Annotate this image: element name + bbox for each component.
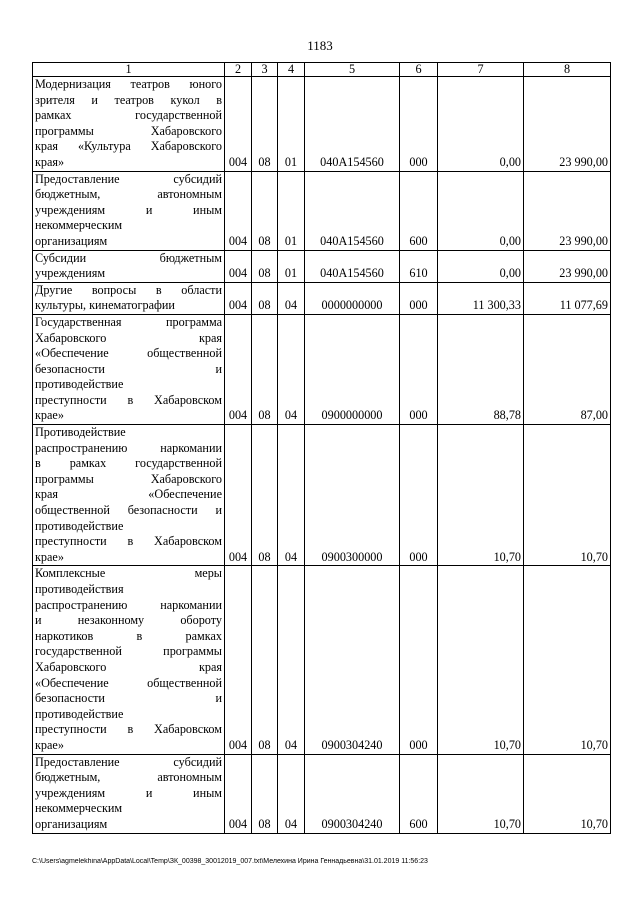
row-name-line: распространению наркомании	[35, 597, 222, 612]
row-name-line: программы Хабаровского	[35, 123, 222, 138]
row-name-line: «Обеспечение общественной	[35, 346, 222, 361]
row-target-article: 0900000000	[305, 314, 400, 424]
row-name-line: Модернизация театров юного	[35, 77, 222, 91]
row-name-line: Комплексные меры	[35, 566, 222, 581]
row-name-line: государственной программы	[35, 644, 222, 659]
table-body	[33, 77, 611, 834]
row-name-line: Хабаровского края	[35, 659, 222, 674]
row-admin-code: 004	[225, 171, 252, 250]
row-expense-type: 610	[400, 250, 438, 282]
row-section-code: 08	[252, 171, 278, 250]
row-name-cell	[33, 171, 225, 250]
row-amount-col7: 10,70	[438, 754, 524, 833]
row-expense-type: 600	[400, 171, 438, 250]
row-name-line: некоммерческим	[35, 801, 123, 816]
row-target-article: 040А154560	[305, 171, 400, 250]
row-name-line: преступности в Хабаровском	[35, 722, 222, 737]
row-expense-type: 000	[400, 314, 438, 424]
row-name-line: рамках государственной	[35, 108, 222, 123]
row-expense-type: 600	[400, 754, 438, 833]
row-amount-col7: 11 300,33	[438, 282, 524, 314]
row-name-cell	[33, 282, 225, 314]
row-target-article: 0900304240	[305, 754, 400, 833]
row-name-line: бюджетным, автономным	[35, 187, 222, 202]
row-admin-code: 004	[225, 314, 252, 424]
row-target-article: 040А154560	[305, 250, 400, 282]
row-admin-code: 004	[225, 754, 252, 833]
row-name-line: некоммерческим	[35, 218, 123, 233]
header-row	[33, 63, 611, 77]
row-name-line: общественной безопасности и	[35, 503, 222, 518]
row-expense-type: 000	[400, 77, 438, 172]
row-admin-code: 004	[225, 425, 252, 566]
row-amount-col7: 0,00	[438, 77, 524, 172]
row-subsection-code: 01	[278, 77, 305, 172]
row-target-article: 0900300000	[305, 425, 400, 566]
header-cell-3: 3	[252, 63, 278, 77]
row-admin-code: 004	[225, 282, 252, 314]
row-name-cell	[33, 314, 225, 424]
row-name-line: программы Хабаровского	[35, 471, 222, 486]
row-name-line: противодействие	[35, 706, 124, 721]
row-target-article: 0000000000	[305, 282, 400, 314]
row-name-line: организациям	[35, 233, 108, 248]
row-name-line: крае»	[35, 549, 64, 564]
row-subsection-code: 04	[278, 282, 305, 314]
row-expense-type: 000	[400, 425, 438, 566]
row-name-line: Государственная программа	[35, 314, 222, 329]
table-row	[33, 250, 611, 282]
header-cell-1: 1	[33, 63, 225, 77]
row-name-cell	[33, 77, 225, 172]
row-name-line: преступности в Хабаровском	[35, 534, 222, 549]
row-name-line: края»	[35, 154, 65, 169]
row-section-code: 08	[252, 425, 278, 566]
row-name-line: «Обеспечение общественной	[35, 675, 222, 690]
row-admin-code: 004	[225, 250, 252, 282]
row-name-line: бюджетным, автономным	[35, 770, 222, 785]
row-name-line: противодействия	[35, 582, 124, 596]
row-amount-col8: 23 990,00	[524, 77, 611, 172]
row-subsection-code: 04	[278, 754, 305, 833]
row-name-line: распространению наркомании	[35, 440, 222, 455]
row-section-code: 08	[252, 250, 278, 282]
row-amount-col8: 23 990,00	[524, 171, 611, 250]
row-name-line: культуры, кинематографии	[35, 298, 175, 313]
row-amount-col7: 88,78	[438, 314, 524, 424]
row-section-code: 08	[252, 314, 278, 424]
row-name-line: учреждениям и иным	[35, 202, 222, 217]
row-subsection-code: 04	[278, 566, 305, 754]
table-row	[33, 282, 611, 314]
row-name-line: Предоставление субсидий	[35, 171, 222, 186]
row-subsection-code: 01	[278, 171, 305, 250]
table-row	[33, 314, 611, 424]
table-row	[33, 566, 611, 754]
header-cell-5: 5	[305, 63, 400, 77]
row-admin-code: 004	[225, 566, 252, 754]
row-section-code: 08	[252, 754, 278, 833]
row-amount-col8: 11 077,69	[524, 282, 611, 314]
row-name-line: края «Обеспечение	[35, 487, 222, 502]
row-name-line: крае»	[35, 737, 64, 752]
row-name-line: зрителя и театров кукол в	[35, 92, 222, 107]
row-subsection-code: 01	[278, 250, 305, 282]
row-expense-type: 000	[400, 566, 438, 754]
file-path-footer: C:\Users\agmelekhina\AppData\Local\Temp\ЗК_00398_30012019_007.txt\Мелехина Ирина Геннадьевна\31.01.2019 11:56:23	[32, 858, 428, 865]
row-name-line: крае»	[35, 408, 64, 423]
row-amount-col8: 10,70	[524, 425, 611, 566]
row-name-line: Предоставление субсидий	[35, 754, 222, 769]
row-name-line: противодействие	[35, 518, 124, 533]
row-section-code: 08	[252, 282, 278, 314]
row-name-line: безопасности и	[35, 691, 222, 706]
row-amount-col7: 10,70	[438, 425, 524, 566]
header-cell-8: 8	[524, 63, 611, 77]
header-cell-4: 4	[278, 63, 305, 77]
row-amount-col8: 23 990,00	[524, 250, 611, 282]
header-cell-2: 2	[225, 63, 252, 77]
table-row	[33, 77, 611, 172]
row-name-cell	[33, 566, 225, 754]
row-name-cell	[33, 250, 225, 282]
row-amount-col7: 0,00	[438, 171, 524, 250]
row-name-cell	[33, 754, 225, 833]
row-name-line: Хабаровского края	[35, 330, 222, 345]
row-name-line: противодействие	[35, 377, 124, 392]
row-name-line: Противодействие	[35, 425, 126, 440]
row-name-line: Другие вопросы в области	[35, 282, 222, 297]
row-amount-col7: 10,70	[438, 566, 524, 754]
budget-table	[32, 62, 611, 834]
row-section-code: 08	[252, 566, 278, 754]
table-row	[33, 754, 611, 833]
row-name-line: и незаконному обороту	[35, 613, 222, 628]
row-name-line: наркотиков в рамках	[35, 628, 222, 643]
row-amount-col7: 0,00	[438, 250, 524, 282]
row-target-article: 040А154560	[305, 77, 400, 172]
row-name-line: организациям	[35, 816, 108, 831]
row-name-line: преступности в Хабаровском	[35, 392, 222, 407]
row-name-line: учреждениям и иным	[35, 785, 222, 800]
row-section-code: 08	[252, 77, 278, 172]
header-cell-7: 7	[438, 63, 524, 77]
row-name-line: Субсидии бюджетным	[35, 250, 222, 265]
row-name-cell	[33, 425, 225, 566]
page-number: 1183	[307, 38, 333, 53]
row-admin-code: 004	[225, 77, 252, 172]
row-amount-col8: 87,00	[524, 314, 611, 424]
row-name-line: края «Культура Хабаровского	[35, 139, 222, 154]
row-amount-col8: 10,70	[524, 566, 611, 754]
row-name-line: учреждениям	[35, 266, 106, 281]
row-subsection-code: 04	[278, 314, 305, 424]
row-subsection-code: 04	[278, 425, 305, 566]
table-row	[33, 171, 611, 250]
row-name-line: безопасности и	[35, 361, 222, 376]
header-cell-6: 6	[400, 63, 438, 77]
row-target-article: 0900304240	[305, 566, 400, 754]
row-amount-col8: 10,70	[524, 754, 611, 833]
table-row	[33, 425, 611, 566]
row-expense-type: 000	[400, 282, 438, 314]
row-name-line: в рамках государственной	[35, 456, 222, 471]
